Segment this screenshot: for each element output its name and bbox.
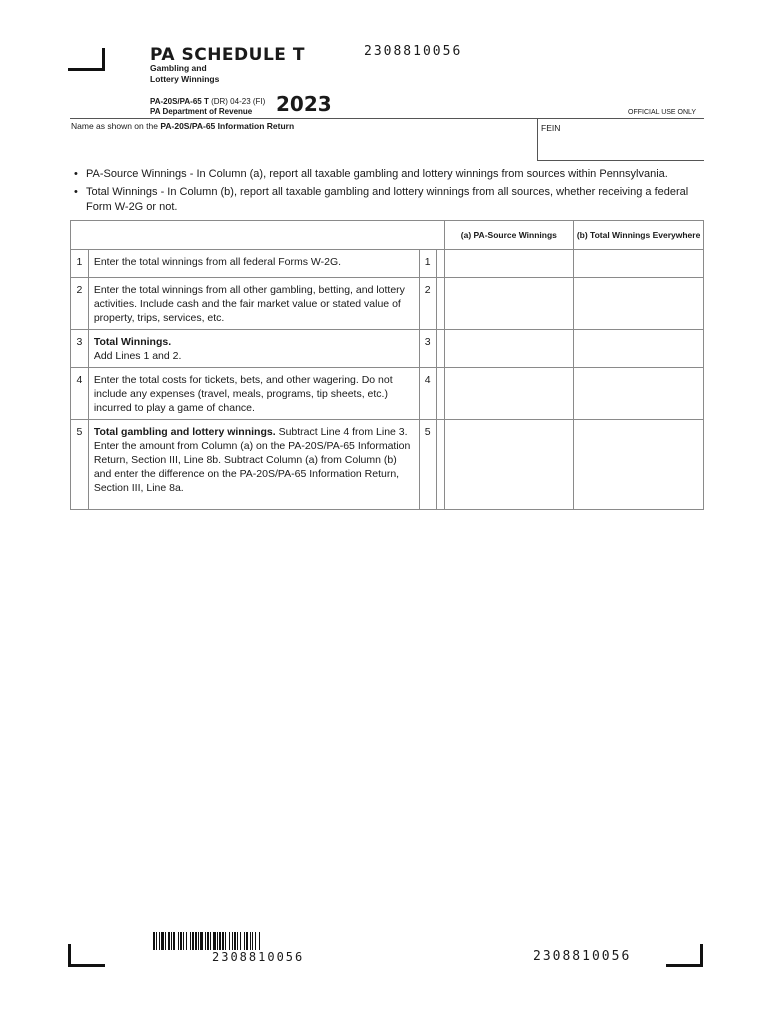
- form-subtitle: [150, 63, 219, 85]
- table-row: [71, 420, 704, 510]
- column-header-b: (b) Total Winnings Everywhere: [574, 221, 704, 250]
- line-5-column-a-input[interactable]: [444, 420, 574, 510]
- line-ref: 4: [419, 368, 436, 420]
- line-description: Enter the total costs for tickets, bets, and other wagering. Do not include any expenses (travel, meals, programs, tip sheets, etc.) incurred to play a game of chance.: [88, 368, 419, 420]
- line-3-column-b-input[interactable]: [574, 330, 704, 368]
- line-1-column-b-input[interactable]: [574, 250, 704, 278]
- id-divider: [537, 118, 538, 160]
- line-2-column-b-input[interactable]: [574, 278, 704, 330]
- barcode: [153, 932, 361, 950]
- name-label-bold: PA-20S/PA-65 Information Return: [160, 121, 295, 131]
- tax-year: 2023: [276, 92, 332, 116]
- name-label-prefix: Name as shown on the: [71, 121, 158, 131]
- taxpayer-name-field[interactable]: [71, 132, 533, 158]
- line-ref: 3: [419, 330, 436, 368]
- form-code: PA-20S/PA-65 T: [150, 97, 209, 106]
- line-2-column-a-input[interactable]: [444, 278, 574, 330]
- line-3-column-a-input[interactable]: [444, 330, 574, 368]
- line-ref: 1: [419, 250, 436, 278]
- table-row: [71, 330, 704, 368]
- line-ref: 2: [419, 278, 436, 330]
- line-description: Enter the total winnings from all other gambling, betting, and lottery activities. Include cash and the fair market value or stated value of property, trips, services, etc.: [88, 278, 419, 330]
- line-description: Total gambling and lottery winnings. Subtract Line 4 from Line 3. Enter the amount from Column (a) on the PA-20S/PA-65 Information Return, Section III, Line 8b. Subtract Column (a) from Column (b) and enter the difference on the PA-20S/PA-65 Information Return, Section III, Line 8a.: [88, 420, 419, 510]
- taxpayer-name-label: [71, 121, 294, 131]
- fein-bottom-rule: [537, 160, 704, 161]
- line-number: 4: [71, 368, 89, 420]
- barcode-number: 2308810056: [212, 950, 305, 964]
- department-name: PA Department of Revenue: [150, 107, 253, 116]
- line-4-column-b-input[interactable]: [574, 368, 704, 420]
- fein-label: FEIN: [541, 123, 561, 133]
- line-number: 3: [71, 330, 89, 368]
- winnings-table: [70, 220, 704, 510]
- header-spacer: [71, 221, 445, 250]
- line-1-column-a-input[interactable]: [444, 250, 574, 278]
- line-number: 2: [71, 278, 89, 330]
- fein-field[interactable]: [540, 134, 702, 158]
- official-use-label: OFFICIAL USE ONLY: [628, 109, 697, 116]
- instructions: [72, 167, 706, 218]
- column-header-a: (a) PA-Source Winnings: [444, 221, 574, 250]
- corner-mark-top-left: [68, 48, 105, 71]
- subtitle-line-2: Lottery Winnings: [150, 74, 220, 84]
- barcode-bar: [260, 932, 262, 950]
- table-row: [71, 278, 704, 330]
- form-title: PA SCHEDULE T: [150, 45, 305, 65]
- table-row: [71, 368, 704, 420]
- line-5-column-b-input[interactable]: [574, 420, 704, 510]
- form-revision: (DR) 04-23 (FI): [211, 97, 266, 106]
- line-ref: 5: [419, 420, 436, 510]
- form-code-block: [150, 97, 265, 117]
- id-top-rule: [70, 118, 704, 119]
- subtitle-line-1: Gambling and: [150, 63, 207, 73]
- line-number: 1: [71, 250, 89, 278]
- line-number: 5: [71, 420, 89, 510]
- table-row: [71, 250, 704, 278]
- line-4-column-a-input[interactable]: [444, 368, 574, 420]
- instruction-item: • PA-Source Winnings - In Column (a), report all taxable gambling and lottery winnings from sources within Pennsylvania.: [74, 168, 668, 180]
- document-number-bottom: 2308810056: [533, 949, 632, 964]
- line-description: Enter the total winnings from all federal Forms W-2G.: [88, 250, 419, 278]
- corner-mark-bottom-right: [666, 944, 703, 967]
- corner-mark-bottom-left: [68, 944, 105, 967]
- document-number-top: 2308810056: [364, 44, 463, 59]
- line-description: Total Winnings. Add Lines 1 and 2.: [88, 330, 419, 368]
- instruction-item: • Total Winnings - In Column (b), report all taxable gambling and lottery winnings from all sources, whether receiving a federal Form W-2G or not.: [74, 186, 689, 213]
